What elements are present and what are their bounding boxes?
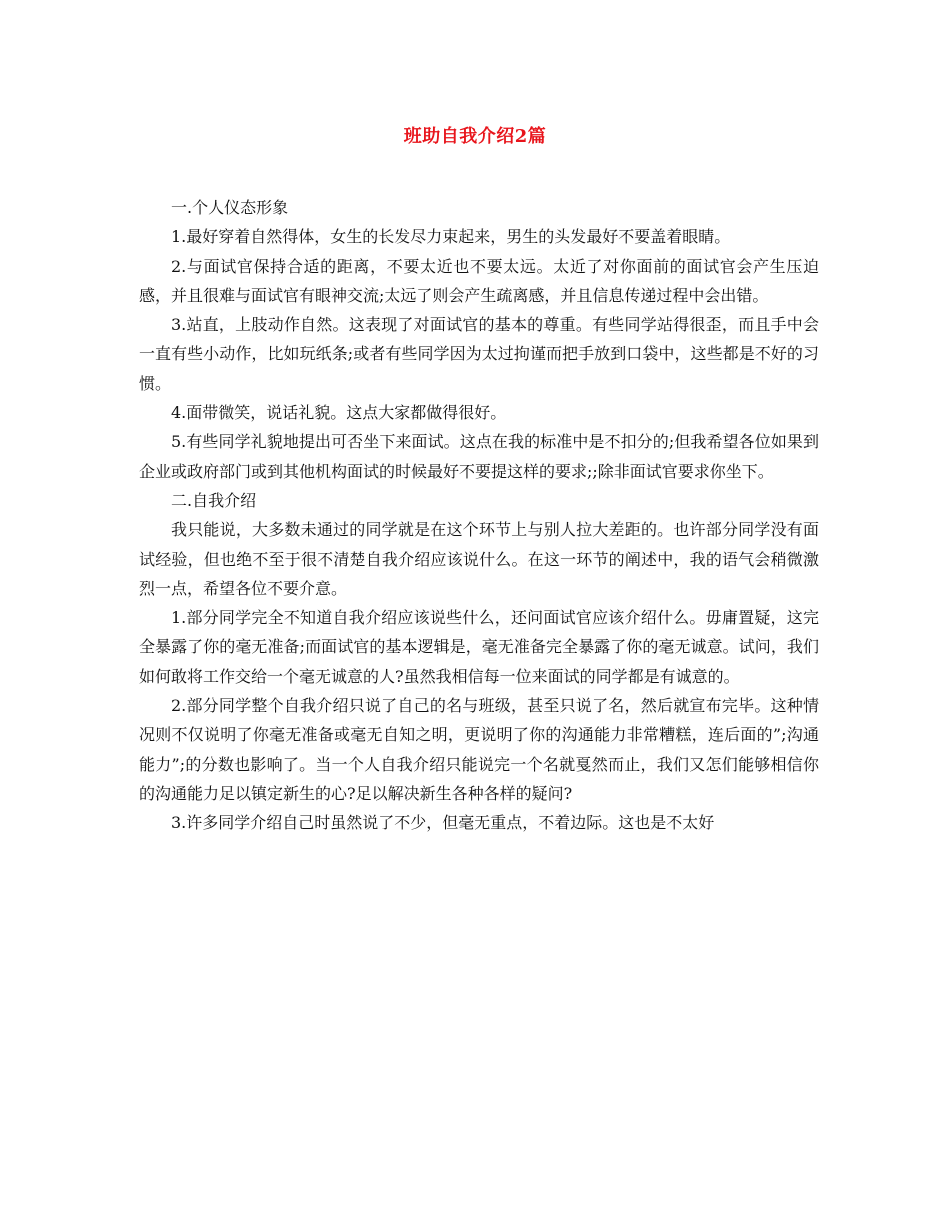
paragraph: 2.部分同学整个自我介绍只说了自己的名与班级，甚至只说了名，然后就宣布完毕。这种情况则不仅说明了你毫无准备或毫无自知之明，更说明了你的沟通能力非常糟糕，连后面的”;沟通能力”;的分数也影响了。当一个人自我介绍只能说完一个名就戛然而止，我们又怎们能够相信你的沟通能力足以镇定新生的心?足以解决新生各种各样的疑问? <box>139 696 819 803</box>
document-body <box>139 193 819 838</box>
section-heading: 二.自我介绍 <box>171 490 257 510</box>
document-title: 班助自我介绍2篇 <box>403 126 547 147</box>
paragraph: 2.与面试官保持合适的距离，不要太近也不要太远。太近了对你面前的面试官会产生压迫感，并且很难与面试官有眼神交流;太远了则会产生疏离感，并且信息传递过程中会出错。 <box>139 256 819 305</box>
paragraph: 4.面带微笑，说话礼貌。这点大家都做得很好。 <box>171 403 507 423</box>
paragraph: 3.许多同学介绍自己时虽然说了不少，但毫无重点，不着边际。这也是不太好 <box>171 813 715 833</box>
paragraph: 5.有些同学礼貌地提出可否坐下来面试。这点在我的标准中是不扣分的;但我希望各位如果到企业或政府部门或到其他机构面试的时候最好不要提这样的要求;;除非面试官要求你坐下。 <box>139 432 819 481</box>
paragraph: 3.站直，上肢动作自然。这表现了对面试官的基本的尊重。有些同学站得很歪，而且手中会一直有些小动作，比如玩纸条;或者有些同学因为太过拘谨而把手放到口袋中，这些都是不好的习惯。 <box>139 315 819 393</box>
paragraph: 1.最好穿着自然得体，女生的长发尽力束起来，男生的头发最好不要盖着眼睛。 <box>171 227 731 247</box>
section-heading: 一.个人仪态形象 <box>171 198 289 217</box>
paragraph: 我只能说，大多数未通过的同学就是在这个环节上与别人拉大差距的。也许部分同学没有面试经验，但也绝不至于很不清楚自我介绍应该说什么。在这一环节的阐述中，我的语气会稍微激烈一点，希望各位不要介意。 <box>139 520 819 598</box>
paragraph: 1.部分同学完全不知道自我介绍应该说些什么，还问面试官应该介绍什么。毋庸置疑，这完全暴露了你的毫无准备;而面试官的基本逻辑是，毫无准备完全暴露了你的毫无诚意。试问，我们如何敢将工作交给一个毫无诚意的人?虽然我相信每一位来面试的同学都是有诚意的。 <box>139 608 819 686</box>
